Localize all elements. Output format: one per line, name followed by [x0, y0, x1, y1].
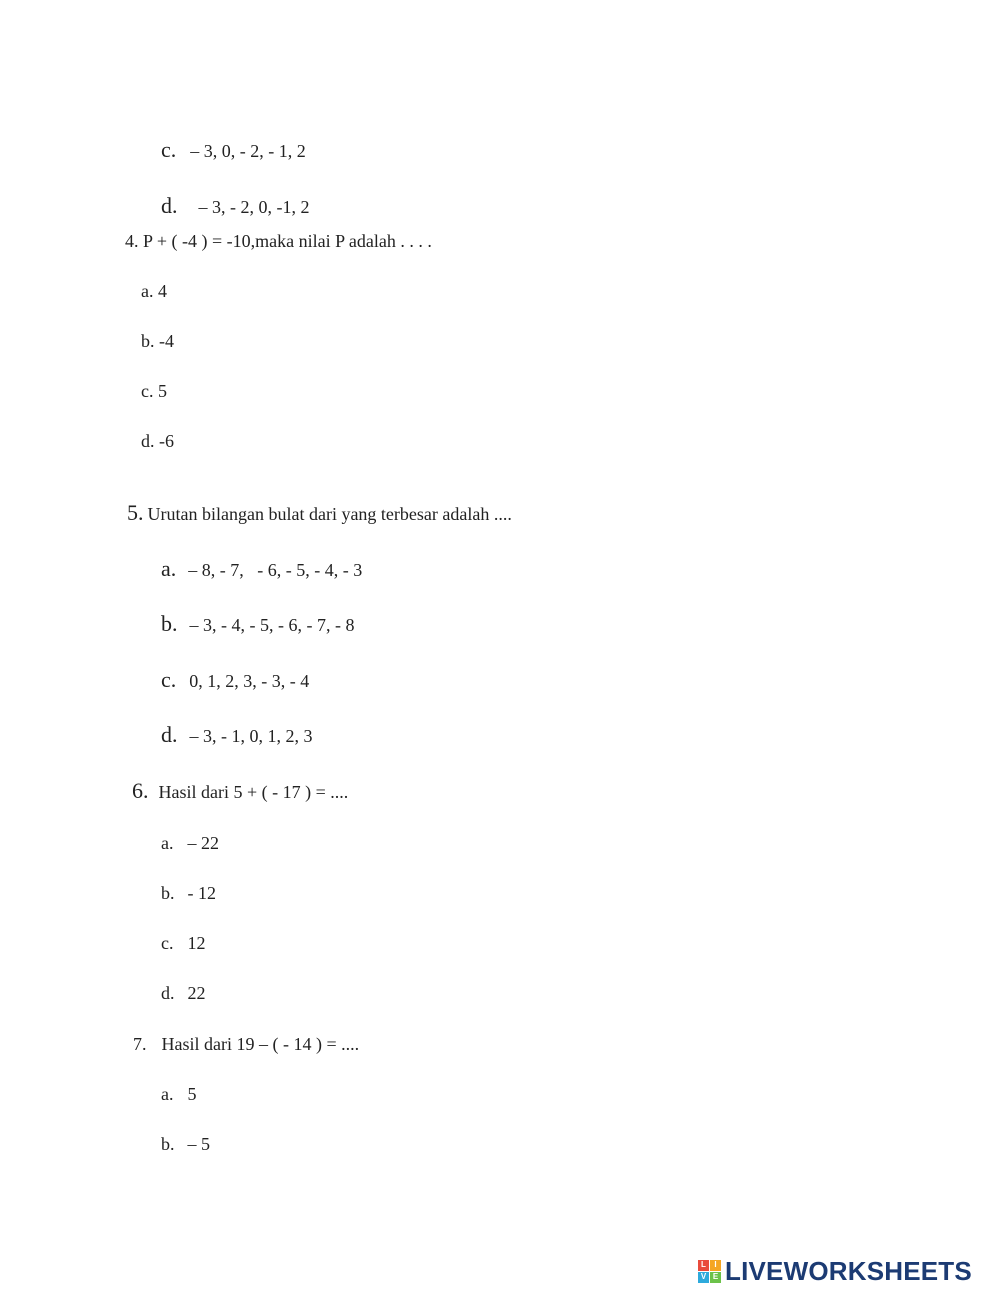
q6-question: [123, 762, 348, 802]
q7-option-a[interactable]: [152, 1067, 197, 1103]
q7-question: [124, 1017, 359, 1053]
q5-option-d[interactable]: [152, 706, 313, 746]
option-letter: a.: [161, 1084, 174, 1104]
question-text: Urutan bilangan bulat dari yang terbesar adalah ....: [147, 504, 512, 524]
q7-option-b[interactable]: [152, 1117, 210, 1153]
question-text: Hasil dari 19 – ( - 14 ) = ....: [161, 1034, 360, 1054]
q6-option-a[interactable]: [152, 816, 219, 852]
logo-letter-l: L: [698, 1260, 709, 1271]
option-text: – 3, - 4, - 5, - 6, - 7, - 8: [189, 615, 355, 635]
option-letter: d.: [161, 983, 175, 1003]
q4-question: 4. P + ( -4 ) = -10,maka nilai P adalah . . . .: [125, 231, 432, 251]
q6-option-c[interactable]: [152, 916, 206, 952]
option-letter: a.: [161, 833, 174, 853]
option-text: – 3, - 1, 0, 1, 2, 3: [189, 726, 313, 746]
question-number: 7.: [133, 1034, 147, 1054]
q3-option-c[interactable]: [152, 121, 306, 161]
option-text: – 22: [187, 833, 219, 853]
logo-letter-v: V: [698, 1272, 709, 1283]
option-text: 22: [187, 983, 206, 1003]
logo-wordmark: LIVEWORKSHEETS: [725, 1256, 972, 1286]
option-text: 0, 1, 2, 3, - 3, - 4: [189, 671, 310, 691]
q4-option-c[interactable]: c. 5: [141, 381, 167, 401]
liveworksheets-logo: [698, 1258, 972, 1284]
q6-option-d[interactable]: [152, 966, 206, 1002]
q4-option-a[interactable]: a. 4: [141, 281, 167, 301]
question-number: 6.: [132, 778, 149, 803]
q6-option-b[interactable]: [152, 866, 216, 902]
question-number: 5.: [127, 500, 144, 525]
q3-option-d[interactable]: [152, 177, 310, 217]
option-letter: d.: [161, 193, 178, 218]
option-letter: c.: [161, 667, 177, 692]
question-text: Hasil dari 5 + ( - 17 ) = ....: [158, 782, 349, 802]
option-text: 5: [187, 1084, 197, 1104]
logo-letter-e: E: [710, 1272, 721, 1283]
option-text: – 3, - 2, 0, -1, 2: [198, 197, 310, 217]
q5-option-b[interactable]: [152, 595, 354, 635]
q4-option-b[interactable]: b. -4: [141, 331, 174, 351]
option-text: – 8, - 7, - 6, - 5, - 4, - 3: [188, 560, 363, 580]
logo-letter-i: I: [710, 1260, 721, 1271]
option-letter: a.: [161, 556, 177, 581]
option-text: – 3, 0, - 2, - 1, 2: [190, 141, 306, 161]
option-letter: d.: [161, 722, 178, 747]
q5-question: [118, 484, 512, 524]
option-letter: c.: [161, 137, 177, 162]
option-text: 12: [187, 933, 206, 953]
live-logo-icon: [698, 1260, 721, 1283]
option-text: - 12: [187, 883, 216, 903]
q4-option-d[interactable]: d. -6: [141, 431, 174, 451]
option-letter: b.: [161, 1134, 175, 1154]
option-letter: b.: [161, 611, 178, 636]
option-letter: b.: [161, 883, 175, 903]
option-letter: c.: [161, 933, 174, 953]
option-text: – 5: [187, 1134, 210, 1154]
q5-option-a[interactable]: [152, 540, 362, 580]
q5-option-c[interactable]: [152, 651, 309, 691]
